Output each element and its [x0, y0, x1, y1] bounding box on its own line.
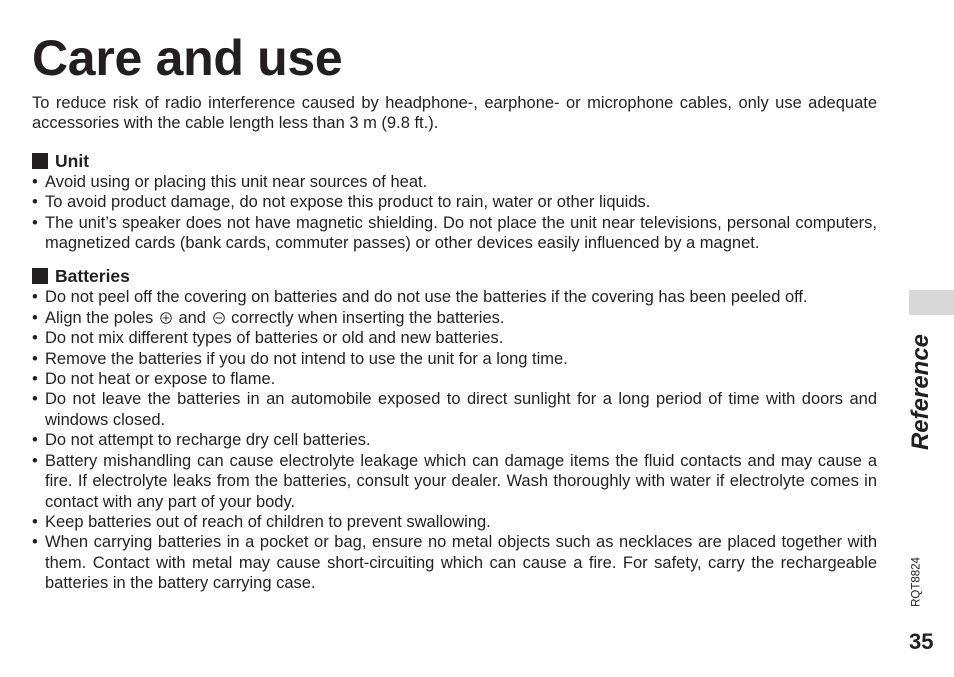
- bullet-icon: •: [32, 451, 38, 470]
- list-item-text: When carrying batteries in a pocket or bag, ensure no metal objects such as necklaces are placed together with them. Contact with metal may cause short-circuiting which can cause a fire. For safety, carry the rechargeable batteries in the battery carrying case.: [45, 533, 877, 593]
- list-item-text: To avoid product damage, do not expose this product to rain, water or other liquids.: [45, 193, 651, 212]
- bullet-icon: •: [32, 431, 38, 450]
- bullet-icon: •: [32, 213, 38, 232]
- bullet-icon: •: [32, 512, 38, 531]
- list-item-text: Keep batteries out of reach of children to prevent swallowing.: [45, 512, 491, 531]
- list-item: [32, 369, 877, 389]
- list-item-text: Do not mix different types of batteries or old and new batteries.: [45, 329, 504, 348]
- list-item: [32, 213, 877, 254]
- reference-label: Reference: [907, 333, 934, 451]
- list-item-text: Remove the batteries if you do not intend to use the unit for a long time.: [45, 349, 568, 368]
- section-heading-label: Unit: [55, 150, 90, 171]
- main-content: [32, 93, 877, 594]
- bullet-icon: •: [32, 390, 38, 409]
- section-heading-label: Batteries: [55, 266, 130, 287]
- list-item: [32, 349, 877, 369]
- plus-in-circle-icon: [160, 312, 172, 324]
- list-item-text-before: Align the poles: [45, 308, 154, 327]
- page-number: 35: [909, 629, 934, 654]
- list-item-text: Do not heat or expose to flame.: [45, 370, 276, 389]
- list-item: [32, 451, 877, 512]
- bullet-icon: •: [32, 172, 38, 191]
- minus-in-circle-icon: [213, 312, 225, 324]
- bullet-icon: •: [32, 329, 38, 348]
- list-item-text-middle: and: [178, 308, 206, 327]
- reference-tab: [909, 290, 954, 315]
- list-item: [32, 512, 877, 532]
- list-item: [32, 192, 877, 212]
- bullet-icon: •: [32, 349, 38, 368]
- section-heading-batteries: [32, 265, 877, 287]
- page-title: Care and use: [32, 30, 343, 86]
- list-item: [32, 532, 877, 593]
- list-item-text: Do not attempt to recharge dry cell batteries.: [45, 431, 371, 450]
- list-item-text: Battery mishandling can cause electrolyte leakage which can damage items the fluid contacts and may cause a fire. If electrolyte leaks from the batteries, consult your dealer. Wash thoroughly with water if electrolyte comes in contact with any part of your body.: [45, 451, 877, 511]
- list-item-text: Avoid using or placing this unit near sources of heat.: [45, 172, 428, 191]
- bullet-icon: •: [32, 308, 38, 327]
- model-code: RQT8824: [910, 557, 923, 607]
- list-item-text-after: correctly when inserting the batteries.: [231, 308, 505, 327]
- black-square-icon: [32, 153, 48, 169]
- section-heading-unit: [32, 150, 877, 172]
- batteries-list: [32, 287, 877, 593]
- list-item: [32, 430, 877, 450]
- list-item: [32, 287, 877, 307]
- bullet-icon: •: [32, 288, 38, 307]
- list-item: [32, 389, 877, 430]
- list-item-text: Do not leave the batteries in an automobile exposed to direct sunlight for a long period of time with doors and windows closed.: [45, 390, 877, 429]
- list-item-text: The unit’s speaker does not have magnetic shielding. Do not place the unit near televisions, personal computers, magnetized cards (bank cards, commuter passes) or other devices easily influenced by a magnet.: [45, 213, 877, 253]
- unit-list: [32, 172, 877, 254]
- bullet-icon: •: [32, 193, 38, 212]
- black-square-icon: [32, 268, 48, 284]
- list-item-text: Do not peel off the covering on batteries and do not use the batteries if the covering has been peeled off.: [45, 288, 808, 307]
- bullet-icon: •: [32, 533, 38, 552]
- list-item-poles: [32, 308, 877, 328]
- list-item: [32, 172, 877, 192]
- list-item: [32, 328, 877, 348]
- intro-paragraph: To reduce risk of radio interference caused by headphone-, earphone- or microphone cables, only use adequate accessories with the cable length less than 3 m (9.8 ft.).: [32, 94, 877, 133]
- bullet-icon: •: [32, 370, 38, 389]
